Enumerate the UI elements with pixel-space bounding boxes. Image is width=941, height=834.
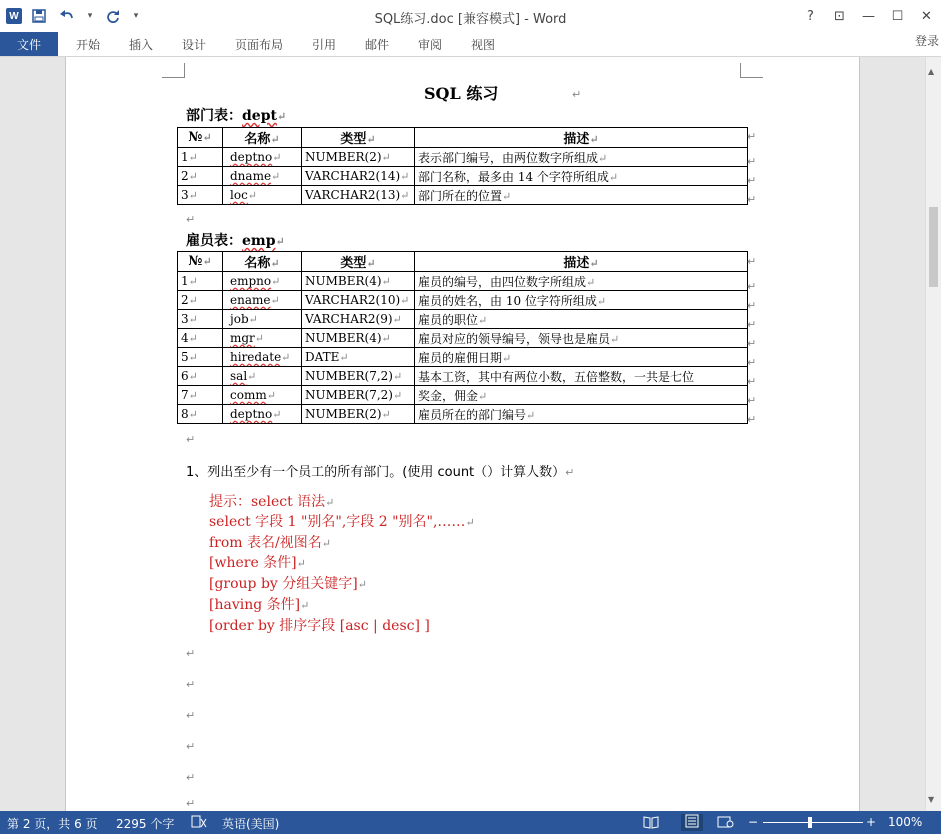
zoom-slider[interactable] xyxy=(763,822,863,823)
table-cell[interactable] xyxy=(302,348,415,367)
cell-text: loc xyxy=(230,188,248,202)
tab-mailings[interactable]: 邮件 xyxy=(365,38,390,52)
table-header-row xyxy=(178,128,748,148)
window-controls xyxy=(796,4,941,28)
paragraph-mark: ↵ xyxy=(400,189,410,202)
minimize-button[interactable]: — xyxy=(862,8,875,24)
cell-text: deptno xyxy=(230,407,273,421)
table-cell[interactable] xyxy=(302,386,415,405)
cell-text: 8 xyxy=(181,407,189,421)
row-end-mark: ↵ xyxy=(747,155,757,168)
paragraph-mark: ↵ xyxy=(526,408,536,422)
login-link[interactable]: 登录 xyxy=(914,34,939,48)
paragraph-mark: ↵ xyxy=(381,151,391,164)
paragraph-mark: ↵ xyxy=(275,235,285,248)
paragraph-mark: ↵ xyxy=(188,351,198,364)
tab-home[interactable]: 开始 xyxy=(76,38,101,52)
table-row xyxy=(178,405,748,424)
table-cell[interactable] xyxy=(302,272,415,291)
table-cell[interactable] xyxy=(178,272,223,291)
zoom-in-button[interactable]: + xyxy=(866,815,877,829)
status-bar xyxy=(0,811,941,834)
table-cell[interactable] xyxy=(415,386,748,405)
zoom-out-button[interactable]: − xyxy=(748,815,759,829)
print-layout-icon[interactable] xyxy=(681,814,703,831)
cell-text: 部门所在的位置 xyxy=(418,188,503,203)
paragraph-mark: ↵ xyxy=(366,257,376,270)
paragraph-mark: ↵ xyxy=(186,797,196,810)
cell-text: VARCHAR2(9) xyxy=(305,312,393,326)
table-cell[interactable] xyxy=(223,405,302,424)
table-cell[interactable] xyxy=(415,405,748,424)
cell-text: DATE xyxy=(305,350,340,364)
paragraph-mark: ↵ xyxy=(188,408,198,421)
question-1[interactable] xyxy=(186,461,574,480)
table-cell[interactable] xyxy=(415,310,748,329)
paragraph-mark: ↵ xyxy=(272,151,282,164)
hint-text: 提示：select 语法 xyxy=(209,494,326,510)
paragraph-mark: ↵ xyxy=(186,213,196,226)
table-cell[interactable] xyxy=(302,291,415,310)
row-end-mark: ↵ xyxy=(747,130,757,143)
paragraph-mark: ↵ xyxy=(300,599,310,612)
heading-text: SQL 练习 xyxy=(424,84,499,103)
paragraph-mark: ↵ xyxy=(271,275,281,288)
row-end-mark: ↵ xyxy=(747,174,757,187)
paragraph-mark: ↵ xyxy=(325,496,335,509)
paragraph-mark: ↵ xyxy=(248,313,258,326)
cell-text: 部门名称，最多由 14 个字符所组成 xyxy=(418,169,609,184)
table-cell[interactable] xyxy=(223,148,302,167)
table-row xyxy=(178,186,748,205)
paragraph-mark: ↵ xyxy=(247,189,258,202)
cell-text: 基本工资，其中有两位小数，五倍整数，一共是七位 xyxy=(418,369,695,384)
paragraph-mark: ↵ xyxy=(589,257,599,270)
tab-view[interactable]: 视图 xyxy=(471,38,496,52)
paragraph-mark: ↵ xyxy=(357,578,367,591)
paragraph-mark: ↵ xyxy=(247,370,257,383)
hint-line[interactable] xyxy=(209,511,475,531)
cell-text: job xyxy=(230,312,249,326)
window-title: SQL练习.doc [兼容模式] - Word xyxy=(374,12,567,27)
paragraph-mark: ↵ xyxy=(596,294,607,308)
ribbon-tabs xyxy=(0,32,941,57)
cell-text: 雇员所在的部门编号 xyxy=(418,407,527,422)
table-row xyxy=(178,291,748,310)
table-cell[interactable] xyxy=(178,405,223,424)
paragraph-mark: ↵ xyxy=(392,389,403,402)
paragraph-mark: ↵ xyxy=(188,370,198,383)
paragraph-mark: ↵ xyxy=(186,740,196,753)
paragraph-mark: ↵ xyxy=(478,389,488,403)
cell-text: dname xyxy=(230,169,272,183)
table-cell[interactable] xyxy=(415,272,748,291)
paragraph-mark: ↵ xyxy=(202,131,212,144)
table-cell[interactable] xyxy=(415,148,748,167)
cell-text: VARCHAR2(10) xyxy=(305,293,401,307)
hint-text: [where 条件] xyxy=(209,555,297,571)
paragraph-mark: ↵ xyxy=(266,389,276,402)
paragraph-mark: ↵ xyxy=(586,275,596,289)
cell-text: comm xyxy=(230,388,267,402)
cell-text: 名称 xyxy=(244,256,271,271)
cell-text: 描述 xyxy=(563,256,590,271)
paragraph-mark: ↵ xyxy=(589,133,599,146)
paragraph-mark: ↵ xyxy=(188,189,198,202)
header-name[interactable] xyxy=(223,128,302,148)
paragraph-mark: ↵ xyxy=(188,170,198,183)
paragraph-mark: ↵ xyxy=(188,294,198,307)
crop-mark-top-right xyxy=(740,63,763,78)
hint-line[interactable] xyxy=(209,491,334,511)
word-app-icon[interactable]: W xyxy=(6,8,22,24)
table-cell[interactable] xyxy=(302,167,415,186)
table-row xyxy=(178,272,748,291)
cell-text: 6 xyxy=(181,369,189,383)
close-button[interactable]: ✕ xyxy=(921,8,932,24)
cell-text: 3 xyxy=(181,312,189,326)
paragraph-mark: ↵ xyxy=(502,351,512,365)
paragraph-mark: ↵ xyxy=(188,151,198,164)
paragraph-mark: ↵ xyxy=(296,557,306,570)
cell-text: deptno xyxy=(230,150,273,164)
table-cell[interactable] xyxy=(223,329,302,348)
read-mode-icon[interactable] xyxy=(643,815,659,832)
header-name[interactable] xyxy=(223,252,302,272)
paragraph-mark: ↵ xyxy=(270,294,280,307)
paragraph-mark: ↵ xyxy=(502,189,512,203)
table-cell[interactable] xyxy=(178,186,223,205)
cell-text: hiredate xyxy=(230,350,282,364)
scroll-up-icon[interactable]: ▲ xyxy=(928,67,935,76)
undo-dropdown-icon[interactable]: ▾ xyxy=(87,11,93,21)
table-header-row xyxy=(178,252,748,272)
cell-text: sal xyxy=(230,369,248,383)
table-cell[interactable] xyxy=(223,291,302,310)
cell-text: 雇员对应的领导编号，领导也是雇员 xyxy=(418,331,611,346)
hint-text: [order by 排序字段 [asc | desc] ] xyxy=(209,618,430,634)
dept-table xyxy=(177,127,748,205)
cell-text: 5 xyxy=(181,350,189,364)
hint-line[interactable] xyxy=(209,532,331,552)
row-end-mark: ↵ xyxy=(747,413,757,426)
dept-label: 部门表： xyxy=(186,108,242,124)
paragraph-mark: ↵ xyxy=(272,408,282,421)
cell-text: 1 xyxy=(181,150,189,164)
cell-text: 类型 xyxy=(340,132,367,147)
cell-text: 描述 xyxy=(563,132,590,147)
row-end-mark: ↵ xyxy=(747,280,757,293)
header-type[interactable] xyxy=(302,128,415,148)
paragraph-mark: ↵ xyxy=(186,709,196,722)
paragraph-mark: ↵ xyxy=(188,332,198,345)
table-cell[interactable] xyxy=(415,167,748,186)
cell-text: 雇员的雇佣日期 xyxy=(418,350,503,365)
cell-text: NUMBER(2) xyxy=(305,150,382,164)
scroll-down-icon[interactable]: ▼ xyxy=(928,795,935,804)
cell-text: NUMBER(7,2) xyxy=(305,388,393,402)
paragraph-mark: ↵ xyxy=(392,313,402,326)
paragraph-mark: ↵ xyxy=(276,110,287,123)
dept-name: dept xyxy=(242,108,277,124)
paragraph-mark: ↵ xyxy=(572,88,582,101)
row-end-mark: ↵ xyxy=(747,193,757,206)
header-no[interactable] xyxy=(178,128,223,148)
table-cell[interactable] xyxy=(302,310,415,329)
page-count[interactable]: 第 2 页，共 6 页 xyxy=(7,817,98,831)
cell-text: 1 xyxy=(181,274,189,288)
cell-text: NUMBER(7,2) xyxy=(305,369,393,383)
paragraph-mark: ↵ xyxy=(392,370,403,383)
paragraph-mark: ↵ xyxy=(188,313,198,326)
paragraph-mark: ↵ xyxy=(188,275,198,288)
table-cell[interactable] xyxy=(178,329,223,348)
paragraph-mark: ↵ xyxy=(186,647,196,660)
table-cell[interactable] xyxy=(302,148,415,167)
paragraph-mark: ↵ xyxy=(281,351,291,364)
hint-line[interactable] xyxy=(209,573,367,593)
paragraph-mark: ↵ xyxy=(400,294,410,307)
question-text: 1、列出至少有一个员工的所有部门。(使用 count（）计算人数） xyxy=(186,465,566,480)
dept-section-title[interactable] xyxy=(186,105,286,125)
cell-text: NUMBER(2) xyxy=(305,407,382,421)
paragraph-mark: ↵ xyxy=(608,170,619,184)
customize-qat-icon[interactable]: ▾ xyxy=(133,11,139,21)
header-desc[interactable] xyxy=(415,128,748,148)
cell-text: 雇员的编号，由四位数字所组成 xyxy=(418,274,587,289)
paragraph-mark: ↵ xyxy=(381,275,391,288)
table-cell[interactable] xyxy=(302,329,415,348)
cell-text: 雇员的姓名，由 10 位字符所组成 xyxy=(418,293,597,308)
table-row xyxy=(178,148,748,167)
tab-references[interactable]: 引用 xyxy=(312,38,337,52)
crop-mark-top-left xyxy=(162,63,185,78)
scrollbar-thumb[interactable] xyxy=(929,207,938,287)
cell-text: 表示部门编号，由两位数字所组成 xyxy=(418,150,599,165)
zoom-slider-thumb[interactable] xyxy=(808,817,812,828)
language-indicator[interactable]: 英语(美国) xyxy=(222,817,280,831)
paragraph-mark: ↵ xyxy=(610,332,620,346)
table-cell[interactable] xyxy=(178,348,223,367)
row-end-mark: ↵ xyxy=(747,255,757,268)
table-cell[interactable] xyxy=(223,310,302,329)
maximize-button[interactable]: ☐ xyxy=(891,8,904,24)
table-row xyxy=(178,167,748,186)
cell-text: ename xyxy=(230,293,271,307)
paragraph-mark: ↵ xyxy=(254,332,265,345)
table-cell[interactable] xyxy=(302,186,415,205)
cell-text: 类型 xyxy=(340,256,367,271)
hint-text: select 字段 1 "别名",字段 2 "别名",…… xyxy=(209,514,466,530)
help-button[interactable]: ? xyxy=(807,8,814,24)
cell-text: 2 xyxy=(181,169,189,183)
web-layout-icon[interactable] xyxy=(717,815,735,832)
table-cell[interactable] xyxy=(415,186,748,205)
paragraph-mark: ↵ xyxy=(321,537,331,550)
row-end-mark: ↵ xyxy=(747,375,757,388)
tab-review[interactable]: 审阅 xyxy=(418,38,443,52)
cell-text: NUMBER(4) xyxy=(305,331,382,345)
table-cell[interactable] xyxy=(223,367,302,386)
paragraph-mark: ↵ xyxy=(598,151,608,165)
row-end-mark: ↵ xyxy=(747,356,757,369)
cell-text: 4 xyxy=(181,331,189,345)
paragraph-mark: ↵ xyxy=(186,678,196,691)
cell-text: 雇员的职位 xyxy=(418,312,479,327)
hint-line[interactable] xyxy=(209,615,430,635)
paragraph-mark: ↵ xyxy=(270,133,280,146)
table-cell[interactable] xyxy=(178,386,223,405)
hint-text: [having 条件] xyxy=(209,597,301,613)
table-cell[interactable] xyxy=(415,367,748,386)
table-cell[interactable] xyxy=(223,167,302,186)
cell-text: № xyxy=(188,130,203,145)
paragraph-mark: ↵ xyxy=(186,771,196,784)
zoom-level[interactable]: 100% xyxy=(888,815,923,829)
paragraph-mark: ↵ xyxy=(339,351,349,364)
paragraph-mark: ↵ xyxy=(381,332,391,345)
hint-text: [group by 分组关键字] xyxy=(209,576,358,592)
table-row xyxy=(178,386,748,405)
paragraph-mark: ↵ xyxy=(188,389,198,402)
cell-text: 名称 xyxy=(244,132,271,147)
paragraph-mark: ↵ xyxy=(400,170,410,183)
tab-insert[interactable]: 插入 xyxy=(129,38,154,52)
table-cell[interactable] xyxy=(415,291,748,310)
paragraph-mark: ↵ xyxy=(271,170,281,183)
vertical-scrollbar[interactable] xyxy=(925,57,941,811)
table-cell[interactable] xyxy=(223,186,302,205)
tab-page-layout[interactable]: 页面布局 xyxy=(235,38,284,52)
paragraph-mark: ↵ xyxy=(186,433,196,446)
table-cell[interactable] xyxy=(178,367,223,386)
paragraph-mark: ↵ xyxy=(381,408,391,421)
table-cell[interactable] xyxy=(178,148,223,167)
emp-section-title[interactable] xyxy=(186,230,285,250)
row-end-mark: ↵ xyxy=(747,318,757,331)
table-cell[interactable] xyxy=(302,405,415,424)
table-row xyxy=(178,367,748,386)
cell-text: empno xyxy=(230,274,272,288)
word-count[interactable]: 2295 个字 xyxy=(116,817,175,831)
title-bar xyxy=(0,0,941,32)
paragraph-mark: ↵ xyxy=(270,257,280,270)
paragraph-mark: ↵ xyxy=(465,516,475,529)
tab-design[interactable]: 设计 xyxy=(182,38,207,52)
tab-file[interactable]: 文件 xyxy=(0,32,58,56)
header-type[interactable] xyxy=(302,252,415,272)
table-row xyxy=(178,348,748,367)
row-end-mark: ↵ xyxy=(747,394,757,407)
document-heading[interactable] xyxy=(424,81,498,104)
emp-name: emp xyxy=(242,233,276,249)
table-row xyxy=(178,310,748,329)
ribbon-display-button[interactable]: ⊡ xyxy=(834,8,845,24)
table-row xyxy=(178,329,748,348)
table-cell[interactable] xyxy=(178,291,223,310)
cell-text: 7 xyxy=(181,388,189,402)
proofing-icon[interactable] xyxy=(191,815,207,832)
cell-text: VARCHAR2(14) xyxy=(305,169,401,183)
table-cell[interactable] xyxy=(223,348,302,367)
paragraph-mark: ↵ xyxy=(366,133,376,146)
table-cell[interactable] xyxy=(302,367,415,386)
table-cell[interactable] xyxy=(178,310,223,329)
header-desc[interactable] xyxy=(415,252,748,272)
paragraph-mark: ↵ xyxy=(565,466,575,479)
cell-text: 2 xyxy=(181,293,189,307)
hint-line[interactable] xyxy=(209,552,306,572)
row-end-mark: ↵ xyxy=(747,337,757,350)
cell-text: № xyxy=(188,254,203,269)
cell-text: VARCHAR2(13) xyxy=(305,188,401,202)
paragraph-mark: ↵ xyxy=(478,313,488,327)
row-end-mark: ↵ xyxy=(747,299,757,312)
table-cell[interactable] xyxy=(223,272,302,291)
table-cell[interactable] xyxy=(415,348,748,367)
header-no[interactable] xyxy=(178,252,223,272)
cell-text: 3 xyxy=(181,188,189,202)
cell-text: NUMBER(4) xyxy=(305,274,382,288)
table-cell[interactable] xyxy=(178,167,223,186)
table-cell[interactable] xyxy=(415,329,748,348)
emp-table xyxy=(177,251,748,424)
emp-label: 雇员表： xyxy=(186,233,242,249)
table-cell[interactable] xyxy=(223,386,302,405)
cell-text: 奖金，佣金 xyxy=(418,388,479,403)
cell-text: mgr xyxy=(230,331,255,345)
hint-text: from 表名/视图名 xyxy=(209,535,322,551)
paragraph-mark: ↵ xyxy=(202,255,212,268)
hint-line[interactable] xyxy=(209,594,309,614)
